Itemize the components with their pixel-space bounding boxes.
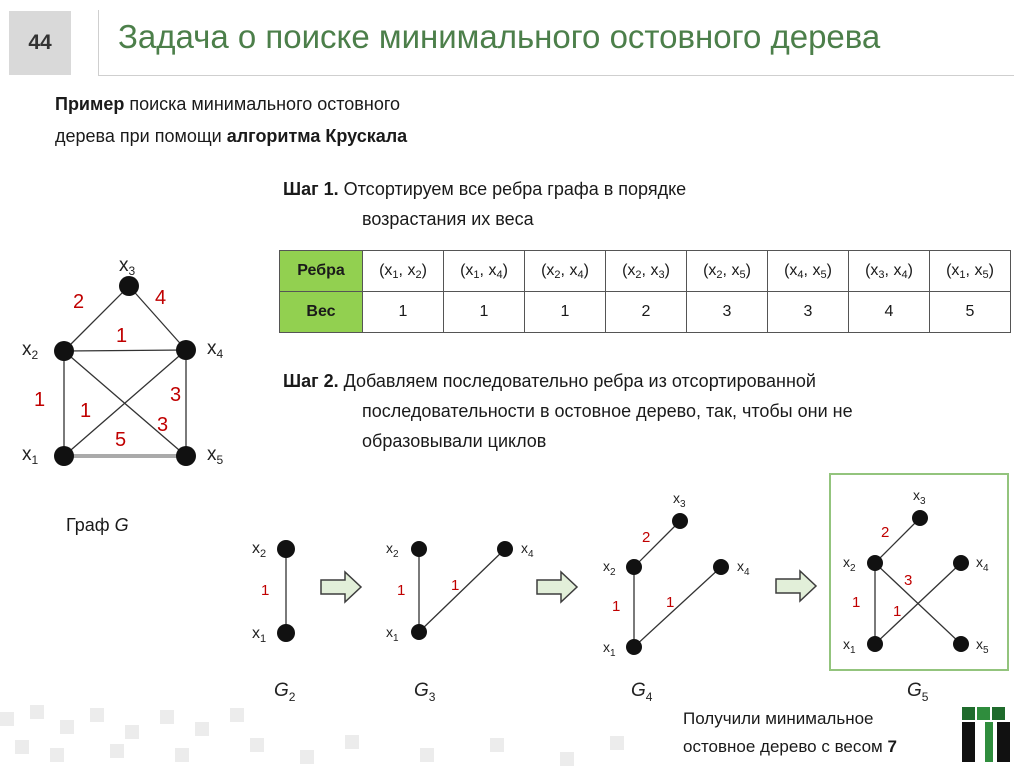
g3-node-x2 (411, 541, 427, 557)
g5-node-x4 (953, 555, 969, 571)
g5-node-x2 (867, 555, 883, 571)
step2-text-1: Добавляем последовательно ребра из отсортированной (338, 371, 816, 391)
label-x5: $x_5$ (207, 444, 224, 467)
g4-weight-x1-x4: 1 (666, 594, 675, 611)
g5-node-x3 (912, 510, 928, 526)
weight-cell: 3 (687, 292, 768, 333)
graph-caption-text: Граф (66, 515, 115, 535)
step1-text-1: Отсортируем все ребра графа в порядке (338, 179, 687, 199)
node-x4 (176, 340, 196, 360)
weight-x2-x3: 2 (73, 291, 85, 313)
weights-row-header: Вес (280, 292, 363, 333)
g4-node-x1 (626, 639, 642, 655)
weight-cell: 1 (525, 292, 606, 333)
g3-label-x4: $x_4$ (521, 540, 534, 560)
edge-cell: ($x_3$, $x_4$) (849, 251, 930, 292)
g5-weight-x1-x4: 1 (893, 603, 902, 620)
weight-cell: 1 (444, 292, 525, 333)
edge-cell: ($x_1$, $x_5$) (930, 251, 1011, 292)
subgraph-captions (274, 680, 929, 704)
graph-g2 (252, 540, 295, 645)
weight-x1-x4: 1 (80, 400, 92, 422)
step2-text-3: образовывали циклов (362, 431, 547, 451)
transition-arrows (321, 571, 816, 602)
node-x5 (176, 446, 196, 466)
edge-cell: ($x_1$, $x_4$) (444, 251, 525, 292)
g3-node-x4 (497, 541, 513, 557)
g2-weight-x1-x2: 1 (261, 582, 270, 599)
edge-cell: ($x_2$, $x_3$) (606, 251, 687, 292)
weight-x3-x4: 4 (155, 287, 167, 309)
step2-label: Шаг 2. (283, 371, 339, 391)
pixel-pattern-decor (0, 705, 624, 766)
g4-node-x2 (626, 559, 642, 575)
graph-caption-var: G (114, 515, 129, 535)
caption-g2: $G_2$ (274, 680, 296, 704)
node-x3 (119, 276, 139, 296)
g5-node-x5 (953, 636, 969, 652)
edge-cell: ($x_2$, $x_5$) (687, 251, 768, 292)
g5-label-x2: $x_2$ (843, 554, 856, 574)
main-graph-weights (34, 287, 181, 451)
step1-label: Шаг 1. (283, 179, 339, 199)
caption-g3: $G_3$ (414, 680, 436, 704)
g5-label-x1: $x_1$ (843, 636, 856, 656)
edge-cell: ($x_2$, $x_4$) (525, 251, 606, 292)
graph-g4 (603, 490, 750, 659)
g4-label-x3: $x_3$ (673, 490, 686, 510)
g3-label-x1: $x_1$ (386, 624, 399, 644)
g3-label-x2: $x_2$ (386, 540, 399, 560)
total-weight: 7 (887, 737, 897, 756)
weight-cell: 4 (849, 292, 930, 333)
weight-x2-x5: 3 (157, 414, 169, 436)
graph-g3 (386, 540, 534, 644)
g5-label-x4: $x_4$ (976, 554, 989, 574)
edge-cell: ($x_1$, $x_2$) (363, 251, 444, 292)
graph-g5 (843, 487, 989, 656)
label-x3: $x_3$ (119, 255, 136, 278)
step2-text-2: последовательности в остовное дерево, так, чтобы они не (362, 401, 853, 421)
g2-node-x2 (277, 540, 295, 558)
weight-x1-x2: 1 (34, 389, 46, 411)
edge-cell: ($x_4$, $x_5$) (768, 251, 849, 292)
conclusion-line-1: Получили минимальное (683, 709, 874, 728)
g4-node-x4 (713, 559, 729, 575)
g2-label-x1: $x_1$ (252, 625, 267, 645)
weight-cell: 5 (930, 292, 1011, 333)
arrow-right-icon (321, 572, 361, 602)
caption-g5: $G_5$ (907, 680, 929, 704)
g5-weight-x2-x5: 3 (904, 572, 913, 589)
weight-cell: 1 (363, 292, 444, 333)
g5-weight-x2-x3: 2 (881, 524, 890, 541)
label-x4: $x_4$ (207, 338, 224, 361)
g5-node-x1 (867, 636, 883, 652)
node-x2 (54, 341, 74, 361)
label-x2: $x_2$ (22, 339, 39, 362)
g2-label-x2: $x_2$ (252, 540, 267, 560)
weight-cell: 3 (768, 292, 849, 333)
algorithm-name: алгоритма Крускала (226, 126, 408, 146)
slide-title: Задача о поиске минимального остовного дерева (118, 18, 881, 55)
g3-node-x1 (411, 624, 427, 640)
g4-node-x3 (672, 513, 688, 529)
g3-weight-x1-x4: 1 (451, 577, 460, 594)
g3-weight-x1-x2: 1 (397, 582, 406, 599)
caption-g4: $G_4$ (631, 680, 653, 704)
weight-x1-x5: 5 (115, 429, 127, 451)
intro-text-2: дерева при помощи (55, 126, 227, 146)
slide-number: 44 (28, 31, 52, 54)
weight-x4-x5: 3 (170, 384, 182, 406)
intro-bold-word: Пример (55, 94, 125, 114)
label-x1: $x_1$ (22, 444, 39, 467)
g5-label-x5: $x_5$ (976, 636, 989, 656)
arrow-right-icon (776, 571, 816, 601)
g4-weight-x2-x3: 2 (642, 529, 651, 546)
intro-text-1: поиска минимального остовного (124, 94, 401, 114)
g5-label-x3: $x_3$ (913, 487, 926, 507)
g4-label-x4: $x_4$ (737, 558, 750, 578)
g5-weight-x1-x2: 1 (852, 594, 861, 611)
university-logo (962, 707, 1010, 762)
conclusion-text-2: остовное дерево с весом (683, 737, 888, 756)
weight-x2-x4: 1 (116, 325, 128, 347)
g4-label-x2: $x_2$ (603, 558, 616, 578)
g4-weight-x1-x2: 1 (612, 598, 621, 615)
node-x1 (54, 446, 74, 466)
weight-cell: 2 (606, 292, 687, 333)
edge-x2-x4 (64, 350, 186, 351)
arrow-right-icon (537, 572, 577, 602)
g4-label-x1: $x_1$ (603, 639, 616, 659)
g2-node-x1 (277, 624, 295, 642)
edges-row-header: Ребра (280, 251, 363, 292)
step1-text-2: возрастания их веса (362, 209, 534, 229)
